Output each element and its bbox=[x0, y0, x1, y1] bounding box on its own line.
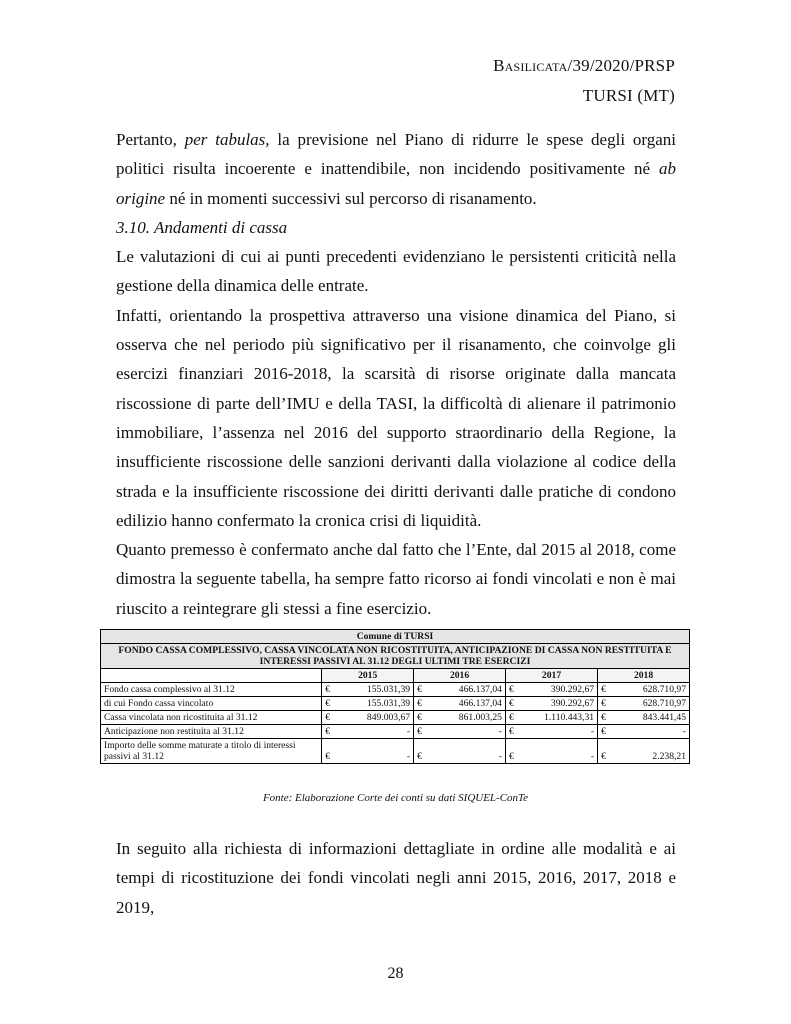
table-caption: Fonte: Elaborazione Corte dei conti su dati SIQUEL-ConTe bbox=[262, 792, 529, 804]
year-header: 2017 bbox=[505, 669, 597, 683]
paragraph-followup: In seguito alla richiesta di informazioni dettagliate in ordine alle modalità e ai tempi di ricostituzione dei fondi vincolati negli anni 2015, 2016, 2017, 2018 e 2019, bbox=[116, 839, 676, 917]
row-label: Fondo cassa complessivo al 31.12 bbox=[101, 683, 322, 697]
currency-symbol: € bbox=[505, 683, 521, 697]
table-cell: - bbox=[614, 725, 690, 739]
table-header-row bbox=[101, 669, 690, 683]
currency-symbol: € bbox=[598, 739, 614, 764]
paragraph-analysis: Infatti, orientando la prospettiva attraverso una visione dinamica del Piano, si osserva che nel periodo più significativo per il risanamento, che coinvolge gli esercizi finanziari 2016-2018, la scarsità di risorse originate dalla mancata riscossione di parte dell’IMU e della TASI, la difficoltà di alienare il patrimonio immobiliare, l’assenza nel 2016 del supporto straordinario della Regione, la insufficiente riscossione delle sanzioni derivanti dalla violazione al codice della strada e la insufficiente riscossione dei diritti derivanti dalle pratiche di condono edilizio hanno confermato la cronica crisi di liquidità. bbox=[116, 305, 676, 530]
currency-symbol: € bbox=[322, 711, 338, 725]
currency-symbol: € bbox=[505, 739, 521, 764]
cash-table-container bbox=[100, 629, 690, 764]
table-cell: 843.441,45 bbox=[614, 711, 690, 725]
table-cell: - bbox=[430, 739, 506, 764]
currency-symbol: € bbox=[598, 697, 614, 711]
table-cell: - bbox=[338, 739, 414, 764]
body-text-top bbox=[116, 125, 676, 623]
table-row bbox=[101, 725, 690, 739]
currency-symbol: € bbox=[322, 739, 338, 764]
table-cell: 466.137,04 bbox=[430, 683, 506, 697]
year-header: 2015 bbox=[322, 669, 414, 683]
table-cell: 466.137,04 bbox=[430, 697, 506, 711]
currency-symbol: € bbox=[322, 697, 338, 711]
currency-symbol: € bbox=[505, 725, 521, 739]
currency-symbol: € bbox=[598, 683, 614, 697]
currency-symbol: € bbox=[414, 725, 430, 739]
paragraph-conclusion: Pertanto, per tabulas, la previsione nel Piano di ridurre le spese degli organi politici risulta incoerente e inattendibile, non incidendo positivamente né ab origine né in momenti successivi sul percorso di risanamento. bbox=[116, 130, 676, 208]
row-label: Importo delle somme maturate a titolo di interessi passivi al 31.12 bbox=[101, 739, 322, 764]
table-cell: 155.031,39 bbox=[338, 697, 414, 711]
body-text-bottom bbox=[116, 834, 676, 922]
currency-symbol: € bbox=[598, 725, 614, 739]
year-header: 2018 bbox=[598, 669, 690, 683]
table-row bbox=[101, 711, 690, 725]
section-heading: 3.10. Andamenti di cassa bbox=[116, 217, 288, 237]
table-row bbox=[101, 739, 690, 764]
table-cell: 390.292,67 bbox=[522, 683, 598, 697]
table-body bbox=[101, 683, 690, 764]
currency-symbol: € bbox=[505, 711, 521, 725]
table-subtitle: FONDO CASSA COMPLESSIVO, CASSA VINCOLATA NON RICOSTITUITA, ANTICIPAZIONE DI CASSA NON RESTITUITA E INTERESSI PASSIVI AL 31.12 DEGLI ULTIMI TRE ESERCIZI bbox=[101, 644, 690, 669]
table-title: Comune di TURSI bbox=[101, 630, 690, 644]
table-row bbox=[101, 697, 690, 711]
currency-symbol: € bbox=[505, 697, 521, 711]
table-cell: 849.003,67 bbox=[338, 711, 414, 725]
paragraph-intro: Le valutazioni di cui ai punti precedenti evidenziano le persistenti criticità nella gestione della dinamica delle entrate. bbox=[116, 247, 676, 296]
currency-symbol: € bbox=[414, 683, 430, 697]
currency-symbol: € bbox=[322, 683, 338, 697]
row-label: Cassa vincolata non ricostituita al 31.12 bbox=[101, 711, 322, 725]
currency-symbol: € bbox=[414, 739, 430, 764]
table-cell: 628.710,97 bbox=[614, 697, 690, 711]
table-row bbox=[101, 683, 690, 697]
paragraph-table-intro: Quanto premesso è confermato anche dal fatto che l’Ente, dal 2015 al 2018, come dimostra la seguente tabella, ha sempre fatto ricorso ai fondi vincolati e non è mai riuscito a reintegrare gli stessi a fine esercizio. bbox=[116, 540, 676, 618]
currency-symbol: € bbox=[322, 725, 338, 739]
table-cell: 390.292,67 bbox=[522, 697, 598, 711]
table-cell: 628.710,97 bbox=[614, 683, 690, 697]
currency-symbol: € bbox=[414, 697, 430, 711]
row-label: di cui Fondo cassa vincolato bbox=[101, 697, 322, 711]
table-cell: - bbox=[522, 739, 598, 764]
currency-symbol: € bbox=[414, 711, 430, 725]
table-cell: 1.110.443,31 bbox=[522, 711, 598, 725]
table-cell: - bbox=[338, 725, 414, 739]
table-cell: 155.031,39 bbox=[338, 683, 414, 697]
table-cell: - bbox=[430, 725, 506, 739]
cash-table bbox=[100, 629, 690, 764]
table-cell: - bbox=[522, 725, 598, 739]
page-number: 28 bbox=[387, 965, 404, 982]
row-label: Anticipazione non restituita al 31.12 bbox=[101, 725, 322, 739]
table-cell: 2.238,21 bbox=[614, 739, 690, 764]
header-entity: TURSI (MT) bbox=[582, 86, 675, 105]
year-header: 2016 bbox=[414, 669, 506, 683]
table-cell: 861.003,25 bbox=[430, 711, 506, 725]
currency-symbol: € bbox=[598, 711, 614, 725]
header-reference: Basilicata/39/2020/PRSP bbox=[493, 56, 675, 75]
